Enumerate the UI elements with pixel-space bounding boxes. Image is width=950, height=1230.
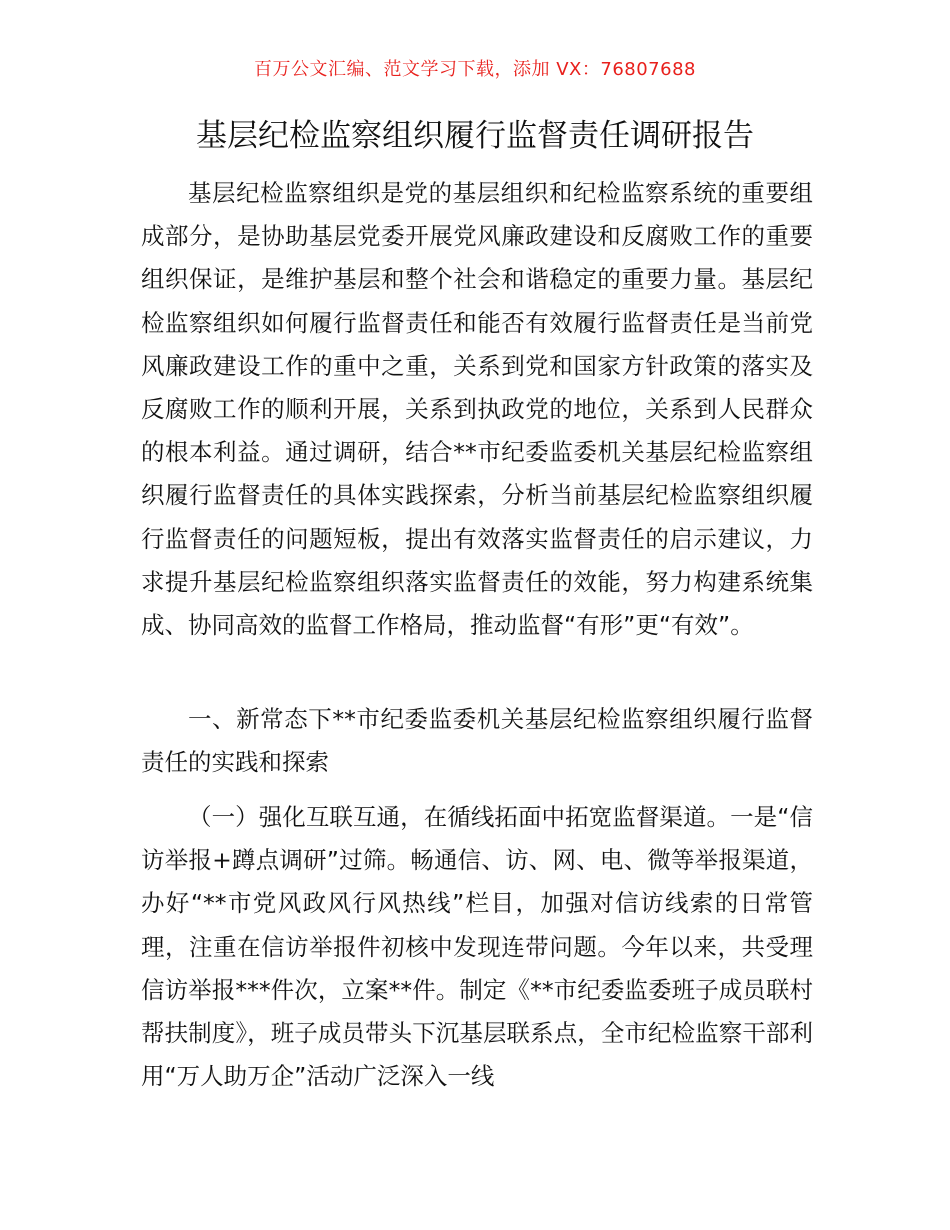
subsection-paragraph-block xyxy=(141,796,813,1098)
intro-paragraph: 基层纪检监察组织是党的基层组织和纪检监察系统的重要组成部分，是协助基层党委开展党风廉政建设和反腐败工作的重要组织保证，是维护基层和整个社会和谐稳定的重要力量。基层纪检监察组织如何履行监督责任和能否有效履行监督责任是当前党风廉政建设工作的重中之重，关系到党和国家方针政策的落实及反腐败工作的顺利开展，关系到执政党的地位，关系到人民群众的根本利益。通过调研，结合**市纪委监委机关基层纪检监察组织履行监督责任的具体实践探索，分析当前基层纪检监察组织履行监督责任的问题短板，提出有效落实监督责任的启示建议，力求提升基层纪检监察组织落实监督责任的效能，努力构建系统集成、协同高效的监督工作格局，推动监督“有形”更“有效”。 xyxy=(141,179,813,640)
promo-banner: 百万公文汇编、范文学习下载，添加 VX：76807688 xyxy=(254,59,696,80)
subsection-1-paragraph: （一）强化互联互通，在循线拓面中拓宽监督渠道。一是“信访举报+蹲点调研”过筛。畅通信、访、网、电、微等举报渠道，办好“**市党风政风行风热线”栏目，加强对信访线索的日常管理，注重在信访举报件初核中发现连带问题。今年以来，共受理信访举报***件次，立案**件。制定《**市纪委监委班子成员联村帮扶制度》，班子成员带头下沉基层联系点，全市纪检监察干部利用“万人助万企”活动广泛深入一线 xyxy=(141,803,813,1091)
section-heading-block xyxy=(141,698,813,784)
section-1-heading: 一、新常态下**市纪委监委机关基层纪检监察组织履行监督责任的实践和探索 xyxy=(141,705,813,777)
intro-paragraph-block xyxy=(141,172,813,647)
document-title: 基层纪检监察组织履行监督责任调研报告 xyxy=(196,118,754,154)
